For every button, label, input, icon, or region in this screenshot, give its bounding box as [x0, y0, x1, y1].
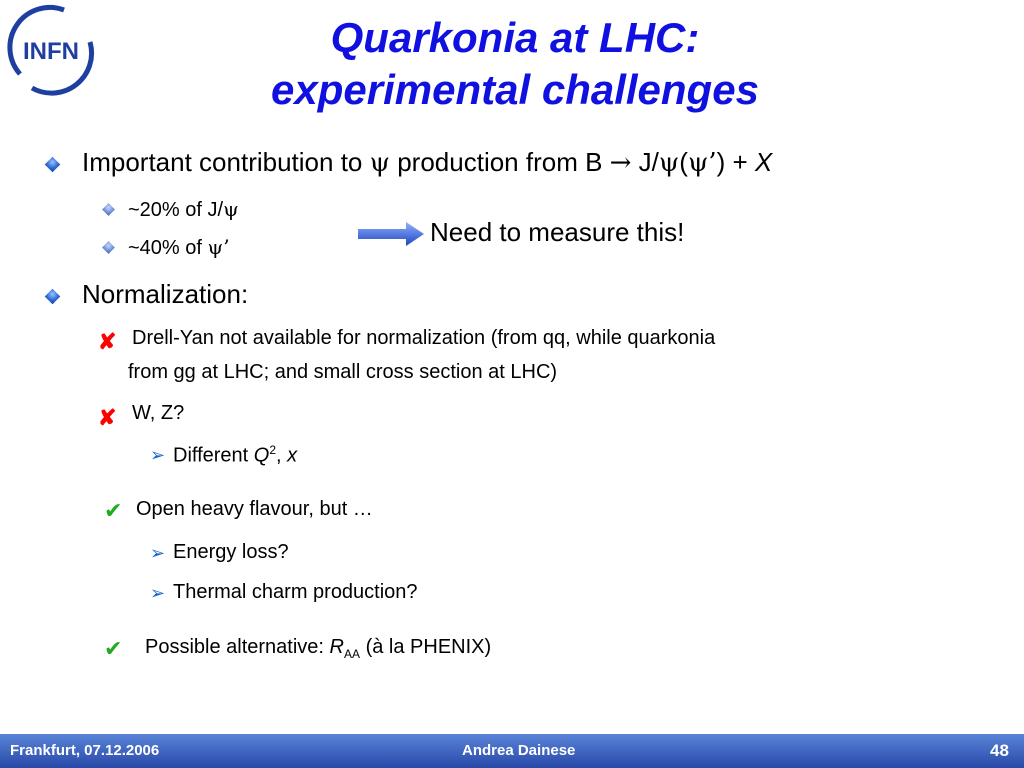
- bullet-diamond-icon: [45, 157, 61, 173]
- x-mark-icon: ✘: [98, 405, 117, 430]
- sub-bullet-jpsi: ~20% of J/ψ: [128, 197, 239, 221]
- bullet-normalization: Normalization:: [82, 279, 249, 309]
- sub-bullet-diamond-icon: [102, 203, 115, 216]
- right-arrow-symbol: →: [609, 148, 632, 178]
- possible-alternative: Possible alternative: $R_{AA}$ (à la PHENIX): [145, 636, 492, 661]
- title-line-2: experimental challenges: [271, 66, 759, 113]
- block-arrow-icon: [358, 222, 424, 251]
- bullet-diamond-icon: [45, 289, 61, 305]
- arrowhead-bullet-icon: ➢: [150, 583, 166, 603]
- check-mark-icon: ✔: [104, 636, 123, 661]
- slide-title: [140, 12, 890, 116]
- thermal-charm: Thermal charm production?: [173, 581, 418, 603]
- open-heavy-flavour: Open heavy flavour, but …: [136, 498, 373, 520]
- check-mark-icon: ✔: [104, 498, 123, 523]
- drell-yan-line-2: from gg at LHC; and small cross section at LHC): [128, 361, 558, 383]
- drell-yan-line-1: Drell-Yan not available for normalization (from qq, while quarkonia: [132, 327, 716, 349]
- callout-need-to-measure: Need to measure this!: [430, 217, 685, 247]
- footer-location-date: Frankfurt, 07.12.2006: [10, 742, 160, 759]
- title-line-1: Quarkonia at LHC:: [330, 14, 700, 61]
- infn-logo-text: INFN: [23, 38, 79, 65]
- wz-item: W, Z?: [132, 402, 185, 424]
- arrowhead-bullet-icon: ➢: [150, 543, 166, 563]
- slide-number: 48: [990, 741, 1009, 760]
- different-q2-x: Different $Q^2$, x: [173, 443, 298, 467]
- arrowhead-bullet-icon: ➢: [150, 445, 166, 465]
- footer-author: Andrea Dainese: [462, 742, 576, 759]
- bullet-important-contribution: Important contribution to ψ production from B → J/ψ(ψ’) + X: [82, 147, 773, 178]
- infn-logo: [2, 2, 100, 98]
- sub-bullet-psiprime: ~40% of ψ’: [128, 235, 230, 259]
- sub-bullet-diamond-icon: [102, 241, 115, 254]
- x-mark-icon: ✘: [98, 329, 117, 354]
- energy-loss: Energy loss?: [173, 541, 289, 563]
